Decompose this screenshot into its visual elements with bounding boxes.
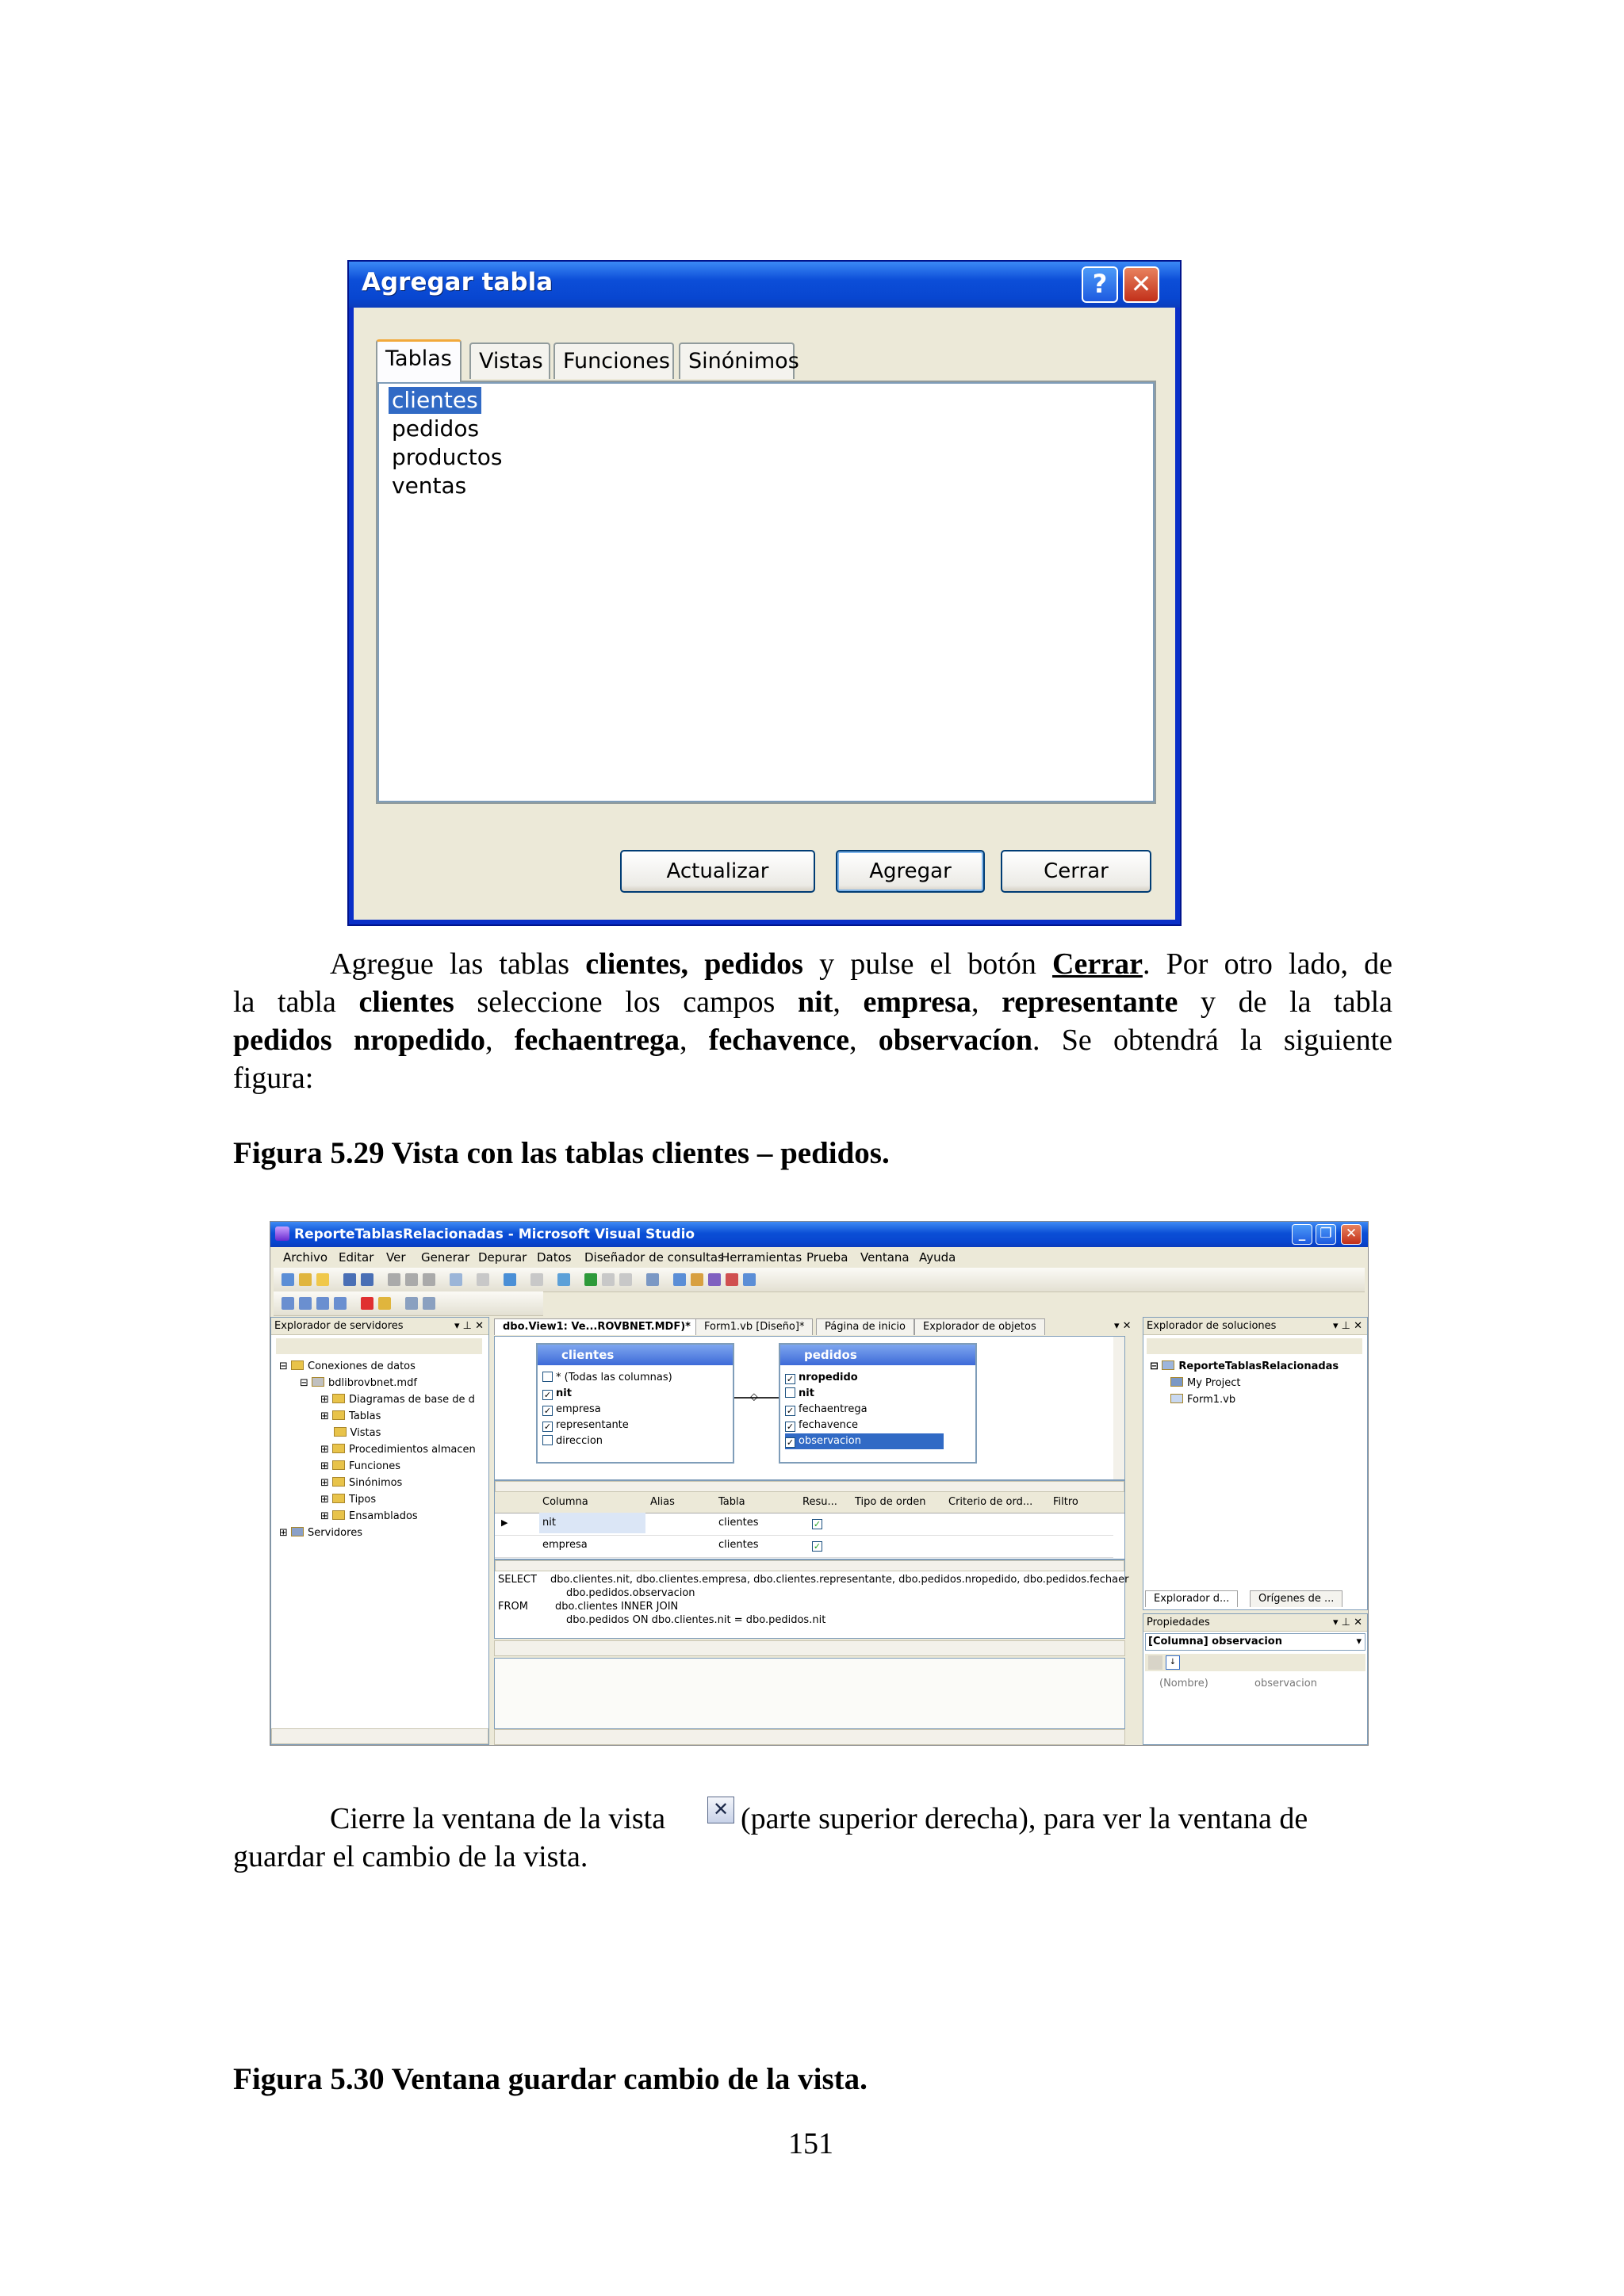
table-box-pedidos[interactable]: [779, 1343, 977, 1464]
stop-icon[interactable]: [619, 1273, 632, 1286]
tree-item[interactable]: ⊟ Conexiones de datos: [279, 1360, 416, 1372]
table-box-title: pedidos: [780, 1345, 975, 1365]
minimize-icon[interactable]: _: [1292, 1224, 1312, 1245]
menu-editar[interactable]: Editar: [339, 1250, 374, 1265]
folder-icon: [332, 1460, 345, 1470]
criteria-pane: [494, 1480, 1125, 1559]
menu-ayuda[interactable]: Ayuda: [919, 1250, 956, 1265]
vs-screenshot: [270, 1221, 1369, 1746]
table-field-row[interactable]: [542, 1418, 701, 1433]
table-box-clientes[interactable]: [536, 1343, 734, 1464]
tab-menu-icon[interactable]: ▾ ✕: [1114, 1320, 1132, 1332]
paragraph-line: Agregue las tablas clientes, pedidos y pulse el botón Cerrar. Por otro lado, de: [330, 947, 1393, 981]
diagram-pane-icon[interactable]: [282, 1297, 294, 1310]
toolbar-standard: [274, 1268, 1365, 1292]
diagram-pane: [494, 1336, 1125, 1480]
chevron-down-icon: ▾: [1356, 1636, 1362, 1647]
tab-vistas[interactable]: Vistas: [469, 342, 550, 379]
find-icon[interactable]: [450, 1273, 462, 1286]
field-label: observacion: [799, 1435, 861, 1447]
add-table-icon[interactable]: [423, 1297, 435, 1310]
dialog-title: Agregar tabla: [362, 268, 553, 297]
tab-view1[interactable]: dbo.View1: Ve...ROVBNET.MDF)*: [494, 1318, 699, 1335]
sql-text: dbo.clientes.nit, dbo.clientes.empresa, dbo.clientes.representante, dbo.pedidos.nropedido, dbo.pedidos.fechaer: [550, 1574, 1129, 1586]
comment-icon[interactable]: [477, 1273, 489, 1286]
tree-item[interactable]: ⊟ bdlibrovbnet.mdf: [300, 1377, 417, 1389]
server-explorer-toolbar: [276, 1338, 482, 1354]
properties-window: [1143, 1613, 1368, 1745]
list-item[interactable]: productos: [392, 444, 503, 470]
menu-ver[interactable]: Ver: [386, 1250, 406, 1265]
tree-item[interactable]: Vistas: [320, 1427, 381, 1439]
tree-item[interactable]: ⊞ Servidores: [279, 1527, 362, 1539]
tree-item[interactable]: ⊞ Ensamblados: [320, 1510, 418, 1522]
refresh-button[interactable]: Actualizar: [620, 850, 815, 893]
tab-start-page[interactable]: Página de inicio: [816, 1318, 914, 1335]
folder-icon: [332, 1494, 345, 1503]
server-explorer: [270, 1317, 489, 1745]
vertical-scrollbar[interactable]: [1113, 1337, 1124, 1479]
cut-icon[interactable]: [388, 1273, 400, 1286]
sql-pane[interactable]: [494, 1559, 1129, 1639]
properties-header: Propiedades ▾ ⊥ ✕: [1143, 1614, 1367, 1632]
figure-caption: Figura 5.30 Ventana guardar cambio de la vista.: [233, 2062, 868, 2096]
list-item[interactable]: pedidos: [392, 415, 480, 442]
field-checkbox[interactable]: ✓: [543, 1406, 552, 1416]
list-item[interactable]: clientes: [389, 387, 481, 414]
folder-icon: [332, 1444, 345, 1453]
vs-title-bar: [270, 1222, 1368, 1247]
solution-explorer-icon[interactable]: [673, 1273, 686, 1286]
tab-tablas[interactable]: Tablas: [376, 339, 462, 382]
list-item[interactable]: ventas: [392, 473, 467, 499]
column-header: Criterio de ord...: [948, 1496, 1033, 1508]
paragraph-line: guardar el cambio de la vista.: [233, 1840, 588, 1873]
grid-cell[interactable]: nit: [539, 1513, 645, 1533]
field-label: nropedido: [799, 1372, 858, 1383]
pause-icon[interactable]: [602, 1273, 615, 1286]
tree-item[interactable]: ⊞ Procedimientos almacen: [320, 1444, 476, 1456]
close-view-icon: ✕: [707, 1797, 734, 1823]
pin-icon[interactable]: ▾ ⊥ ✕: [1332, 1320, 1362, 1332]
folder-icon: [291, 1360, 304, 1370]
column-header: Tabla: [718, 1496, 745, 1508]
server-explorer-header: Explorador de servidores ▾ ⊥ ✕: [271, 1318, 488, 1335]
paste-icon[interactable]: [423, 1273, 435, 1286]
results-pane-icon[interactable]: [334, 1297, 347, 1310]
field-checkbox[interactable]: [542, 1435, 553, 1445]
copy-icon[interactable]: [405, 1273, 418, 1286]
vs-app-icon: [275, 1226, 289, 1241]
object-browser-icon[interactable]: [726, 1273, 738, 1286]
add-button[interactable]: Agregar: [836, 850, 985, 893]
field-label: nit: [799, 1387, 814, 1399]
undo-icon[interactable]: [504, 1273, 516, 1286]
sql-text: dbo.pedidos.observacion: [566, 1587, 695, 1599]
table-row[interactable]: [495, 1535, 1113, 1558]
field-label: * (Todas las columnas): [556, 1372, 672, 1383]
property-label: (Nombre): [1159, 1678, 1208, 1689]
group-by-icon[interactable]: [405, 1297, 418, 1310]
field-checkbox[interactable]: [785, 1387, 795, 1398]
paragraph-line: Cierre la ventana de la vista: [330, 1802, 666, 1835]
navigate-icon[interactable]: [557, 1273, 570, 1286]
document-tab-strip: [492, 1317, 1147, 1336]
table-field-row[interactable]: [542, 1386, 701, 1402]
properties-object-select[interactable]: [Columna] observacion ▾: [1145, 1633, 1365, 1651]
field-checkbox[interactable]: ✓: [786, 1422, 795, 1432]
open-icon[interactable]: [316, 1273, 329, 1286]
menu-ventana[interactable]: Ventana: [860, 1250, 910, 1265]
categorized-icon[interactable]: [1148, 1655, 1162, 1670]
toolbar-query: [274, 1292, 543, 1316]
table-field-row[interactable]: [542, 1370, 701, 1386]
redo-icon[interactable]: [530, 1273, 543, 1286]
tree-item[interactable]: Form1.vb: [1170, 1394, 1235, 1406]
folder-icon: [332, 1394, 345, 1403]
paragraph-line: (parte superior derecha), para ver la ventana de: [741, 1802, 1308, 1835]
tree-item[interactable]: ⊞ Sinónimos: [320, 1477, 403, 1489]
dialog-title-bar[interactable]: [349, 262, 1180, 308]
page-number: 151: [788, 2127, 833, 2160]
tab-object-browser[interactable]: Explorador de objetos: [914, 1318, 1045, 1335]
tree-item[interactable]: My Project: [1170, 1377, 1241, 1389]
paragraph-line: pedidos nropedido, fechaentrega, fechavence, observacíon. Se obtendrá la siguiente: [233, 1024, 1393, 1057]
form-icon: [1170, 1394, 1183, 1403]
column-header: Filtro: [1053, 1496, 1078, 1508]
grid-cell[interactable]: clientes: [718, 1517, 759, 1529]
save-icon[interactable]: [343, 1273, 356, 1286]
table-field-row[interactable]: [542, 1433, 701, 1449]
figure-caption: Figura 5.29 Vista con las tablas clientes – pedidos.: [233, 1136, 890, 1170]
save-all-icon[interactable]: [361, 1273, 373, 1286]
menu-prueba[interactable]: Prueba: [806, 1250, 848, 1265]
menu-depurar[interactable]: Depurar: [478, 1250, 527, 1265]
table-field-row[interactable]: [785, 1433, 944, 1449]
help-icon[interactable]: ?: [1082, 266, 1118, 303]
field-checkbox[interactable]: ✓: [786, 1374, 795, 1384]
tab-funciones[interactable]: Funciones: [553, 342, 674, 379]
field-checkbox[interactable]: ✓: [543, 1390, 552, 1400]
add-item-icon[interactable]: [299, 1273, 312, 1286]
horizontal-scrollbar[interactable]: [495, 1481, 1124, 1492]
pin-icon[interactable]: ▾ ⊥ ✕: [454, 1320, 484, 1332]
field-label: fechavence: [799, 1419, 859, 1431]
criteria-pane-icon[interactable]: [299, 1297, 312, 1310]
grid-cell[interactable]: clientes: [718, 1539, 759, 1551]
column-header: Columna: [542, 1496, 588, 1508]
menu-herramientas[interactable]: Herramientas: [721, 1250, 802, 1265]
sql-keyword: SELECT: [498, 1574, 537, 1586]
servers-icon: [291, 1527, 304, 1536]
column-header: Resu...: [802, 1496, 837, 1508]
project-icon: [1170, 1377, 1183, 1387]
pin-icon[interactable]: ▾ ⊥ ✕: [1332, 1617, 1362, 1628]
verify-sql-icon[interactable]: [378, 1297, 391, 1310]
solution-explorer-header: Explorador de soluciones ▾ ⊥ ✕: [1143, 1318, 1367, 1335]
field-checkbox[interactable]: ✓: [543, 1422, 552, 1432]
property-value[interactable]: observacion: [1254, 1678, 1317, 1689]
output-checkbox[interactable]: ✓: [813, 1519, 822, 1529]
restore-icon[interactable]: ❐: [1316, 1224, 1336, 1245]
sql-text: dbo.clientes INNER JOIN: [555, 1601, 679, 1613]
close-button[interactable]: Cerrar: [1001, 850, 1151, 893]
column-header: Tipo de orden: [855, 1496, 926, 1508]
field-label: representante: [556, 1419, 629, 1431]
field-checkbox[interactable]: ✓: [786, 1406, 795, 1416]
vs-window-title: ReporteTablasRelacionadas - Microsoft Visual Studio: [294, 1226, 695, 1242]
table-field-row[interactable]: [542, 1402, 701, 1418]
horizontal-scrollbar[interactable]: [494, 1640, 1125, 1656]
horizontal-scrollbar[interactable]: [494, 1729, 1125, 1745]
field-label: direccion: [556, 1435, 603, 1447]
folder-icon: [332, 1477, 345, 1487]
paragraph-line: la tabla clientes seleccione los campos nit, empresa, representante y de la tabla: [233, 985, 1393, 1019]
field-label: fechaentrega: [799, 1403, 868, 1415]
field-checkbox[interactable]: [542, 1372, 553, 1382]
folder-icon: [334, 1427, 347, 1437]
tab-form1[interactable]: Form1.vb [Diseño]*: [695, 1318, 813, 1335]
new-project-icon[interactable]: [282, 1273, 294, 1286]
tree-item[interactable]: ⊞ Tablas: [320, 1410, 381, 1422]
paragraph-line: figura:: [233, 1062, 314, 1095]
database-icon: [312, 1377, 324, 1387]
table-list[interactable]: [377, 382, 1155, 802]
tab-data-sources[interactable]: Orígenes de ...: [1250, 1590, 1342, 1607]
alphabetical-icon[interactable]: ↓: [1166, 1655, 1180, 1670]
solution-icon: [1162, 1360, 1174, 1370]
sql-pane-icon[interactable]: [316, 1297, 329, 1310]
tree-item[interactable]: ⊞ Funciones: [320, 1460, 400, 1472]
menu-datos[interactable]: Datos: [537, 1250, 572, 1265]
properties-icon[interactable]: [691, 1273, 703, 1286]
output-checkbox[interactable]: ✓: [813, 1541, 822, 1552]
step-icon[interactable]: [646, 1273, 659, 1286]
table-field-row[interactable]: [785, 1402, 944, 1418]
table-box-title: clientes: [538, 1345, 733, 1365]
table-field-row[interactable]: [785, 1386, 944, 1402]
join-icon[interactable]: ⬦: [750, 1391, 758, 1403]
horizontal-scrollbar[interactable]: [271, 1728, 488, 1744]
sql-keyword: FROM: [498, 1601, 528, 1613]
table-row[interactable]: [495, 1513, 1113, 1536]
start-icon[interactable]: [584, 1273, 597, 1286]
field-label: empresa: [556, 1403, 601, 1415]
menu-archivo[interactable]: Archivo: [283, 1250, 328, 1265]
folder-icon: [332, 1410, 345, 1420]
solution-toolbar: [1147, 1338, 1362, 1354]
results-pane: [494, 1658, 1125, 1729]
tree-item[interactable]: ⊞ Tipos: [320, 1494, 377, 1506]
tab-sinonimos[interactable]: Sinónimos: [679, 342, 795, 379]
field-checkbox[interactable]: ✓: [786, 1437, 795, 1448]
grid-header: [495, 1492, 1124, 1513]
properties-toolbar: [1145, 1654, 1365, 1671]
start-page-icon[interactable]: [743, 1273, 756, 1286]
folder-icon: [332, 1510, 345, 1520]
menu-disenador[interactable]: Diseñador de consultas: [584, 1250, 724, 1265]
close-icon[interactable]: ✕: [1341, 1224, 1362, 1245]
row-selector-icon: ▶: [501, 1517, 508, 1528]
toolbox-icon[interactable]: [708, 1273, 721, 1286]
close-icon[interactable]: ✕: [1123, 266, 1159, 303]
column-header: Alias: [650, 1496, 675, 1508]
table-field-row[interactable]: [785, 1418, 944, 1433]
solution-explorer: [1143, 1317, 1368, 1610]
grid-cell[interactable]: empresa: [542, 1539, 588, 1551]
tree-item[interactable]: ⊞ Diagramas de base de d: [320, 1394, 475, 1406]
tree-item[interactable]: ⊟ ReporteTablasRelacionadas: [1150, 1360, 1339, 1372]
menu-bar: [270, 1247, 1368, 1268]
field-label: nit: [556, 1387, 572, 1399]
table-field-row[interactable]: [785, 1370, 944, 1386]
sql-text: dbo.pedidos ON dbo.clientes.nit = dbo.pedidos.nit: [566, 1614, 826, 1626]
execute-sql-icon[interactable]: [361, 1297, 373, 1310]
menu-generar[interactable]: Generar: [421, 1250, 470, 1265]
tab-solution-explorer[interactable]: Explorador d...: [1145, 1590, 1238, 1607]
horizontal-scrollbar[interactable]: [495, 1560, 1124, 1571]
